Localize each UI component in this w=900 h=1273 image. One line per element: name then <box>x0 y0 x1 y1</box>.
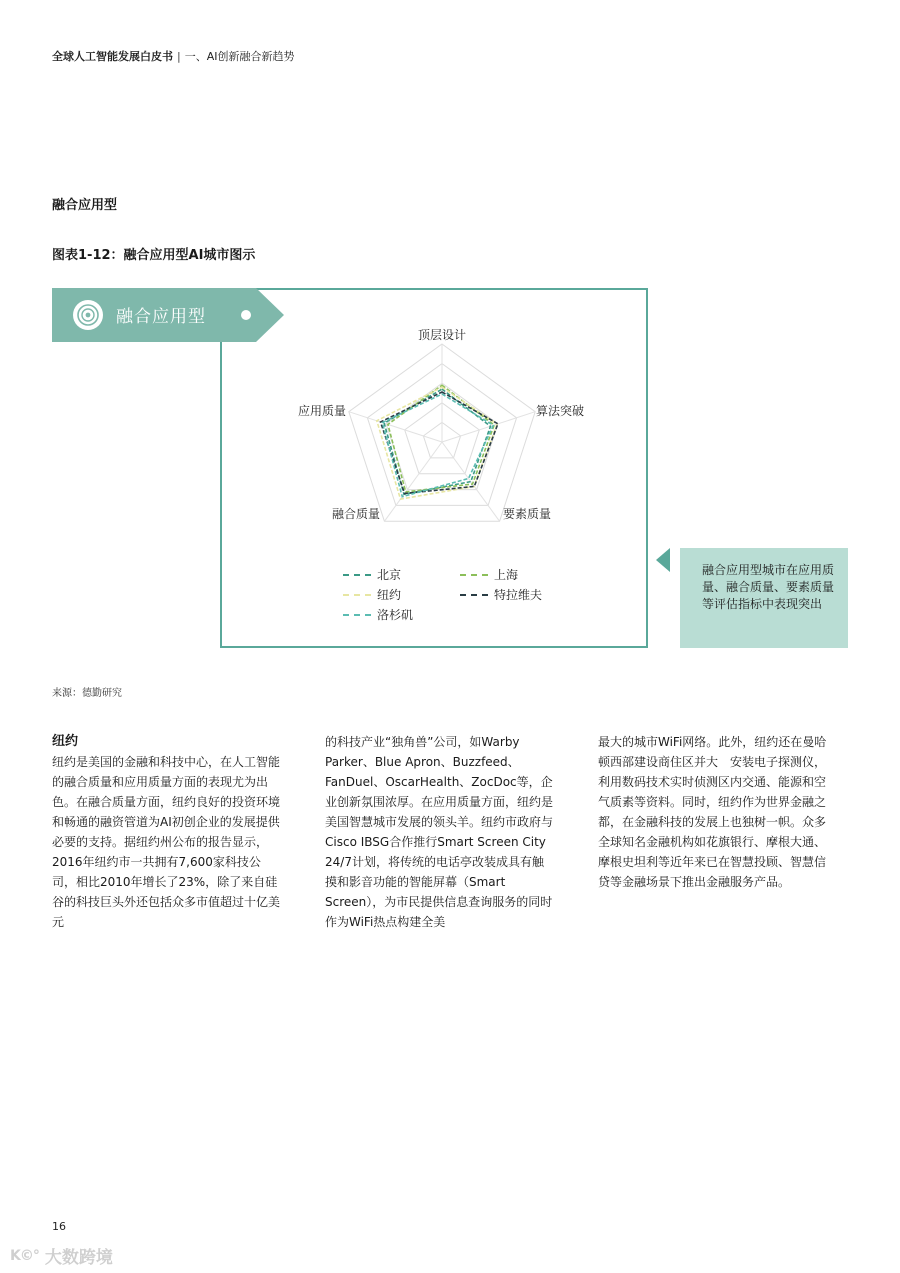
chapter-title: 一、AI创新融合新趋势 <box>184 50 295 63</box>
callout-arrow-icon <box>656 548 670 572</box>
header-separator: | <box>177 50 181 63</box>
callout-box: 融合应用型城市在应用质量、融合质量、要素质量等评估指标中表现突出 <box>680 548 848 648</box>
legend-label: 纽约 <box>377 588 402 602</box>
radar-spoke <box>442 442 500 521</box>
axis-label-fusion-quality: 融合质量 <box>332 507 381 521</box>
radar-spoke <box>442 412 535 442</box>
axis-label-algorithm: 算法突破 <box>536 404 585 418</box>
page-number: 16 <box>52 1220 66 1233</box>
ring-target-icon <box>73 300 103 330</box>
legend-swatch <box>343 594 371 596</box>
legend-label: 特拉维夫 <box>494 588 543 602</box>
legend-swatch <box>460 594 488 596</box>
legend-swatch <box>343 614 371 616</box>
banner-label: 融合应用型 <box>116 307 206 327</box>
legend-item <box>460 566 518 583</box>
figure-title: 图表1-12：融合应用型AI城市图示 <box>52 248 256 263</box>
legend-label: 上海 <box>494 568 519 582</box>
axis-label-top-design: 顶层设计 <box>418 328 467 342</box>
legend-item <box>343 566 401 583</box>
body-paragraph: 最大的城市WiFi网络。此外，纽约还在曼哈顿西部建设商住区并大 安装电子探测仪，利用数码技术实时侦测区内交通、能源和空气质素等资料。同时，纽约作为世界金融之都，在金融科技的发展上也独树一帜。众多全球知名金融机构如花旗银行、摩根大通、摩根史坦利等近年来已在智慧投顾、智慧信贷等金融场景下推出金融服务产品。 <box>598 735 827 889</box>
watermark <box>10 1243 113 1268</box>
watermark-logo: K©° <box>10 1247 39 1264</box>
watermark-text: 大数跨境 <box>44 1248 113 1268</box>
body-column-3 <box>598 732 828 892</box>
section-title: 融合应用型 <box>52 198 118 213</box>
body-paragraph: 纽约是美国的金融和科技中心，在人工智能的融合质量和应用质量方面的表现尤为出色。在融合质量方面，纽约良好的投资环境和畅通的融资管道为AI初创企业的发展提供必要的支持。据纽约州公布的报告显示，2016年纽约市一共拥有7,600家科技公司，相比2010年增长了23%，除了来自硅谷的科技巨头外还包括众多市值超过十亿美元 <box>52 755 281 929</box>
radar-chart <box>222 290 646 646</box>
axis-label-application-quality: 应用质量 <box>298 404 347 418</box>
body-paragraph: 的科技产业“独角兽”公司，如Warby Parker、Blue Apron、Buzzfeed、FanDuel、OscarHealth、ZocDoc等，企业创新氛围浓厚。在应用质量方面，纽约是美国智慧城市发展的领头羊。纽约市政府与Cisco IBSG合作推行Smart Screen City 24/7计划，将传统的电话亭改装成具有触摸和影音功能的智能屏幕（Smart Screen），为市民提供信息查询服务的同时作为WiFi热点构建全美 <box>325 735 554 929</box>
legend-label: 北京 <box>377 568 402 582</box>
axis-label-factor-quality: 要素质量 <box>503 507 552 521</box>
body-column-1 <box>52 732 282 932</box>
legend-item <box>343 586 401 603</box>
body-column-2 <box>325 732 555 932</box>
running-header <box>52 48 295 64</box>
body-subheading: 纽约 <box>52 734 79 749</box>
legend-swatch <box>460 574 488 576</box>
figure-source: 来源：德勤研究 <box>52 688 122 699</box>
legend-swatch <box>343 574 371 576</box>
legend-item <box>343 606 413 623</box>
book-title: 全球人工智能发展白皮书 <box>52 50 173 63</box>
legend-label: 洛杉矶 <box>377 608 414 622</box>
legend-item <box>460 586 542 603</box>
